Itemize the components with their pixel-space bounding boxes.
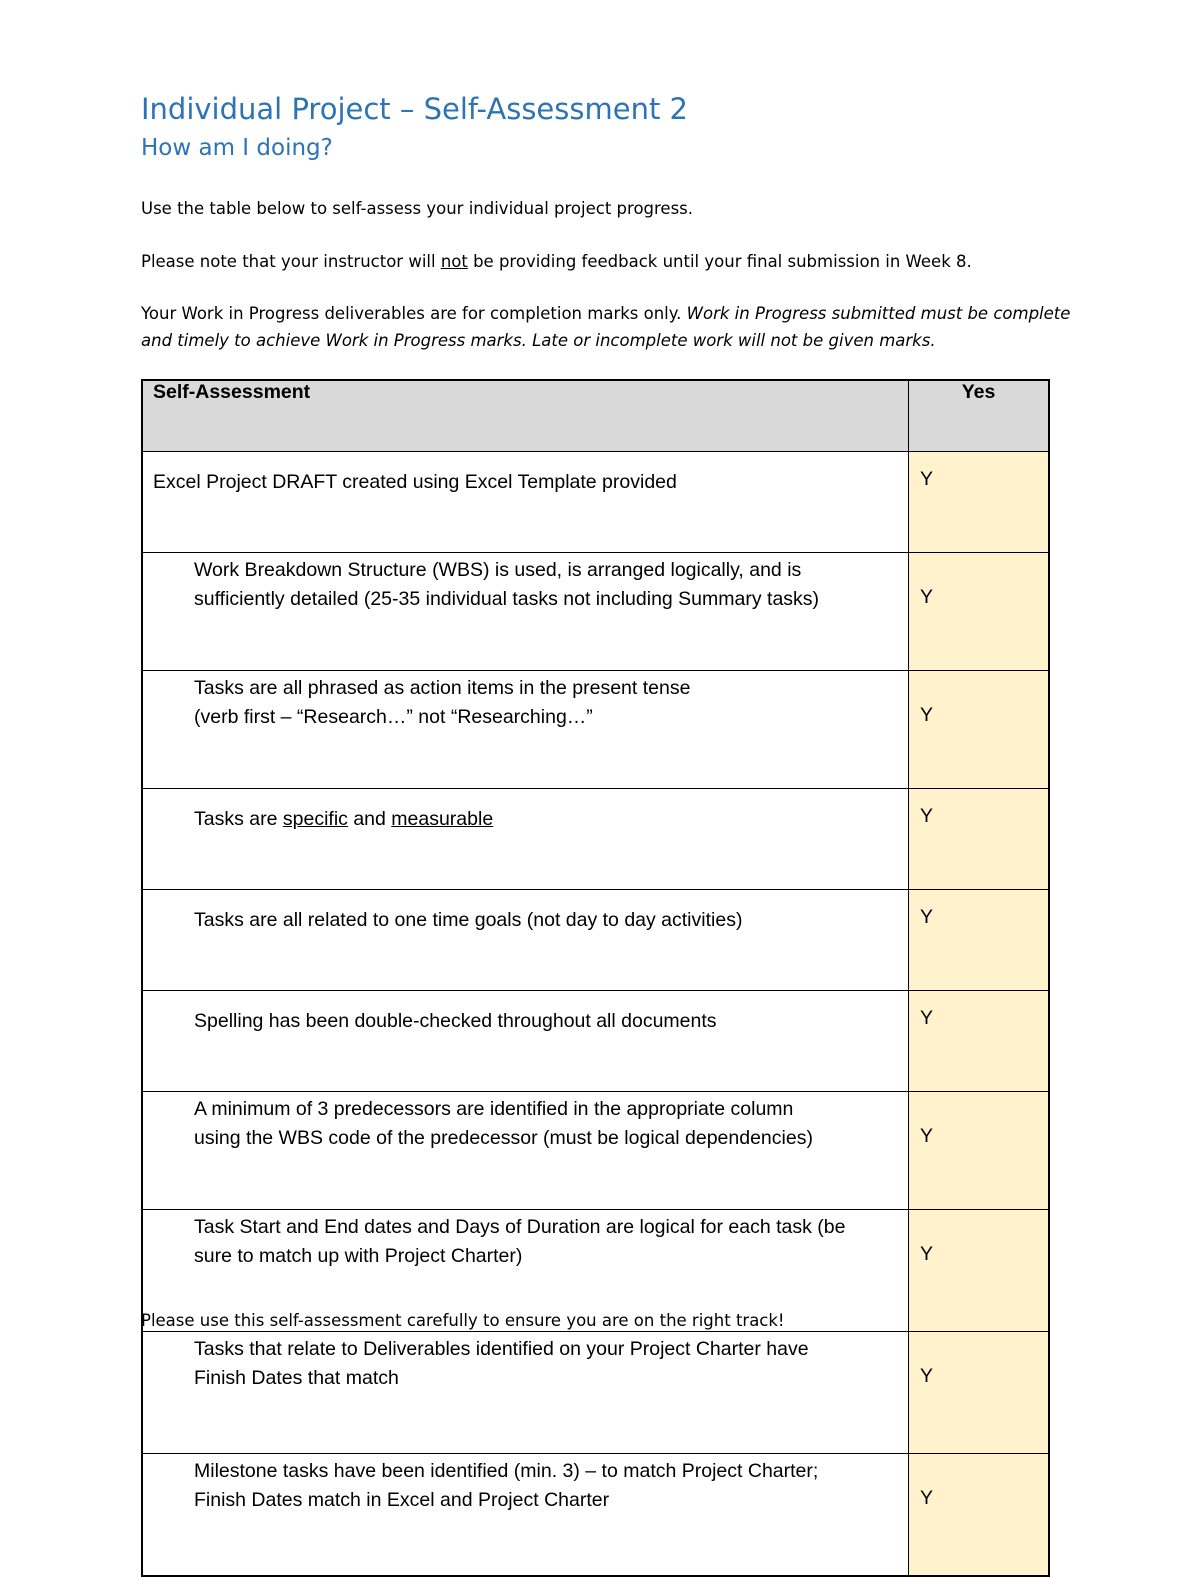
criterion-line: sufficiently detailed (25-35 individual tasks not including Summary tasks) <box>194 588 820 610</box>
criterion-line: Milestone tasks have been identified (min. 3) – to match Project Charter; <box>194 1460 819 1482</box>
header-self-assessment: Self-Assessment <box>142 380 909 452</box>
answer-cell: Y <box>909 1454 1050 1577</box>
footer-note: Please use this self-assessment carefully to ensure you are on the right track! <box>141 1311 785 1330</box>
criterion-line: Work Breakdown Structure (WBS) is used, is arranged logically, and is <box>194 559 802 581</box>
criterion-line: Finish Dates match in Excel and Project Charter <box>194 1489 610 1511</box>
criterion-underlined-word: measurable <box>391 808 494 830</box>
table-row <box>142 789 1049 890</box>
page-title: Individual Project – Self-Assessment 2 <box>141 92 688 126</box>
table-row <box>142 1332 1049 1454</box>
criterion-text: Tasks are <box>194 808 283 830</box>
criterion-line: Tasks are all related to one time goals (not day to day activities) <box>194 909 743 931</box>
note-text-before: Please note that your instructor will <box>141 252 441 271</box>
answer-cell: Y <box>909 1210 1050 1332</box>
note-underlined-word: not <box>440 252 468 271</box>
table-header-row <box>142 380 1049 452</box>
table-row <box>142 890 1049 991</box>
criterion-line: Excel Project DRAFT created using Excel Template provided <box>153 471 677 493</box>
criterion-underlined-word: specific <box>282 808 348 830</box>
table-row <box>142 553 1049 671</box>
answer-cell: Y <box>909 452 1050 553</box>
answer-cell: Y <box>909 1092 1050 1210</box>
criterion-line: Tasks that relate to Deliverables identified on your Project Charter have <box>194 1338 809 1360</box>
criterion-cell <box>142 1092 909 1210</box>
criterion-line: (verb first – “Research…” not “Researching…” <box>194 706 593 728</box>
criterion-line: using the WBS code of the predecessor (must be logical dependencies) <box>194 1127 813 1149</box>
self-assessment-table <box>141 379 1050 1577</box>
answer-cell: Y <box>909 671 1050 789</box>
criterion-line: A minimum of 3 predecessors are identified in the appropriate column <box>194 1098 794 1120</box>
criterion-cell <box>142 452 909 553</box>
wip-normal-text: Your Work in Progress deliverables are for completion marks only. <box>141 304 687 323</box>
criterion-cell <box>142 1332 909 1454</box>
note-text-after: be providing feedback until your final submission in Week 8. <box>467 252 972 271</box>
wip-paragraph <box>141 300 1071 354</box>
criterion-cell <box>142 553 909 671</box>
criterion-cell <box>142 1454 909 1577</box>
criterion-line: Finish Dates that match <box>194 1367 399 1389</box>
answer-cell: Y <box>909 890 1050 991</box>
criterion-line: Spelling has been double-checked throughout all documents <box>194 1010 717 1032</box>
criterion-line: sure to match up with Project Charter) <box>194 1245 523 1267</box>
wip-italic-text: Work in Progress submitted must be complete and timely to achieve Work in Progress marks. Late or incomplete work will not be given marks. <box>141 304 1071 350</box>
table-row <box>142 671 1049 789</box>
answer-cell: Y <box>909 553 1050 671</box>
table-row <box>142 1092 1049 1210</box>
criterion-line: Task Start and End dates and Days of Duration are logical for each task (be <box>194 1216 846 1238</box>
answer-cell: Y <box>909 789 1050 890</box>
table-row <box>142 991 1049 1092</box>
criterion-line <box>194 805 894 834</box>
criterion-cell <box>142 789 909 890</box>
criterion-line: Tasks are all phrased as action items in the present tense <box>194 677 691 699</box>
answer-cell: Y <box>909 1332 1050 1454</box>
criterion-text: and <box>347 808 392 830</box>
note-paragraph <box>141 248 1071 275</box>
criterion-cell <box>142 890 909 991</box>
answer-cell: Y <box>909 991 1050 1092</box>
table-row <box>142 452 1049 553</box>
page-subtitle: How am I doing? <box>141 135 333 161</box>
intro-paragraph: Use the table below to self-assess your individual project progress. <box>141 199 694 218</box>
table-row <box>142 1454 1049 1577</box>
criterion-cell <box>142 991 909 1092</box>
criterion-cell <box>142 671 909 789</box>
header-yes: Yes <box>909 380 1050 452</box>
